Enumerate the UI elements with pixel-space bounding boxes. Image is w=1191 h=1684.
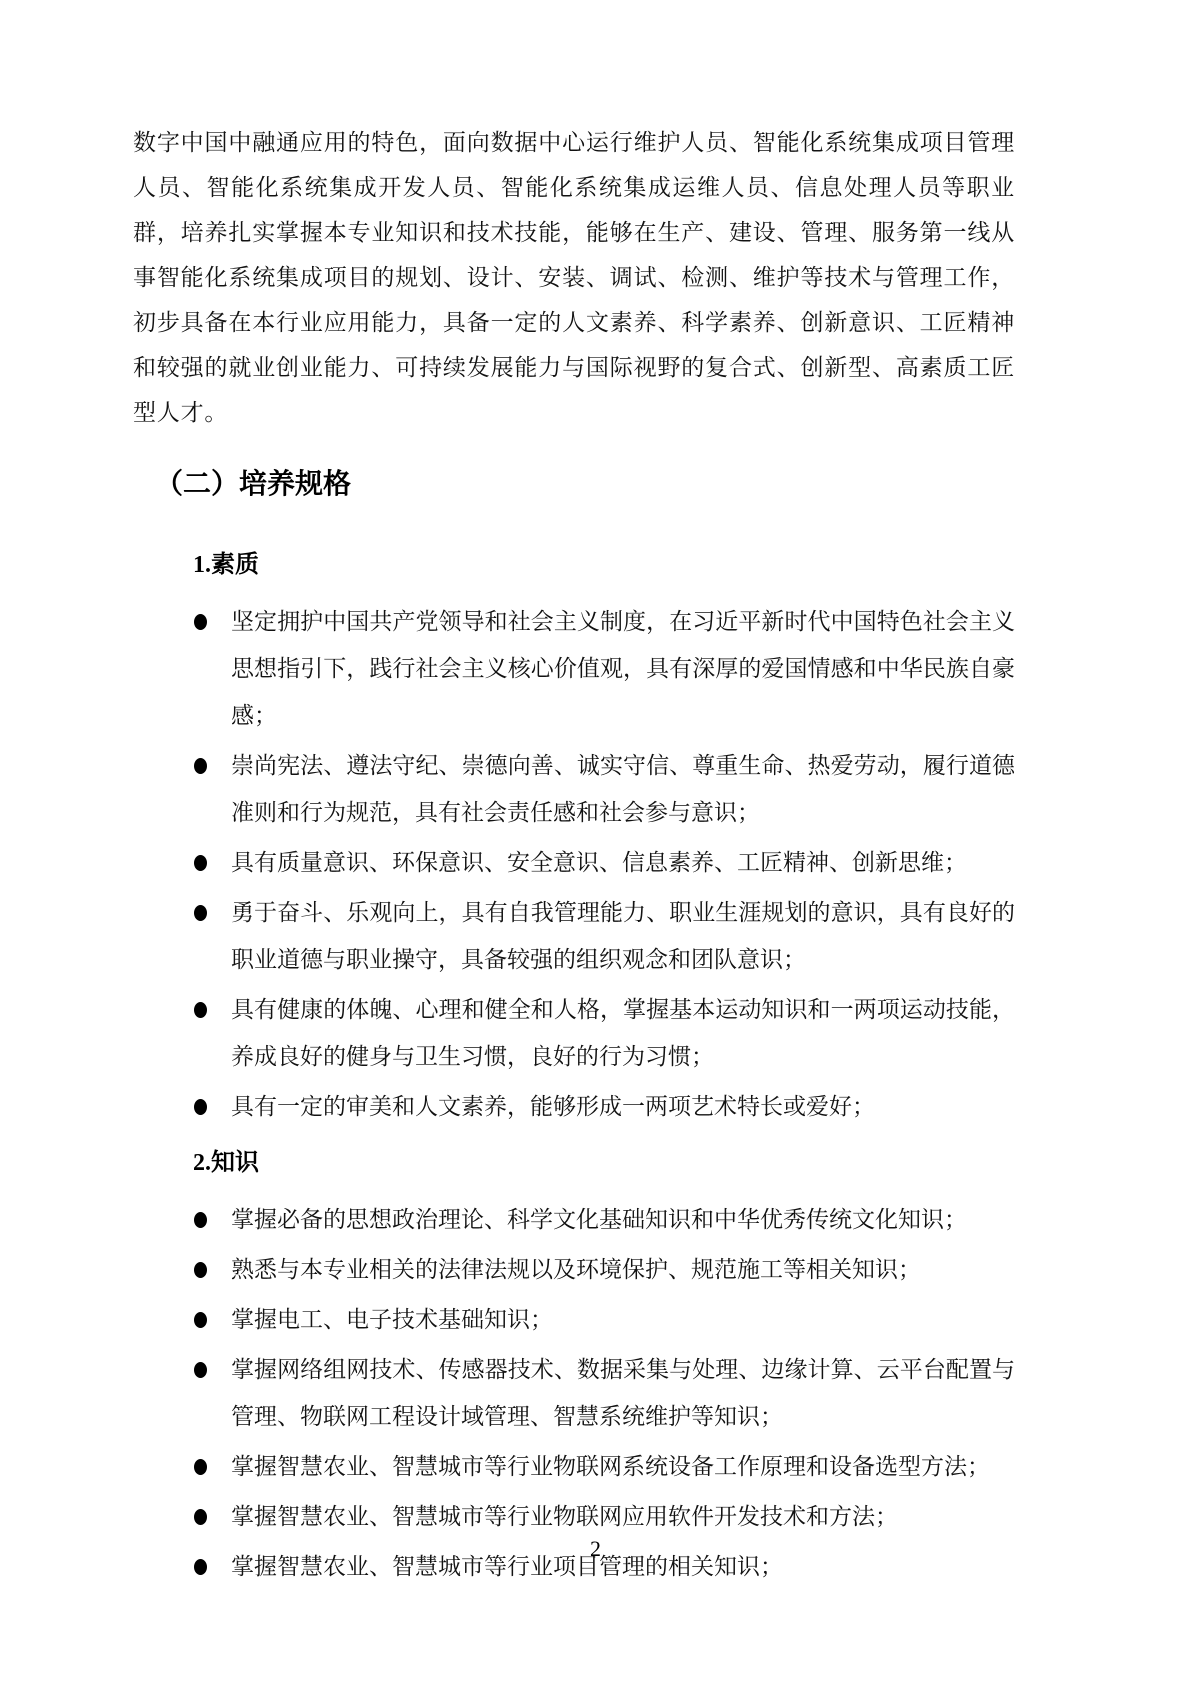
list-item-text: 掌握智慧农业、智慧城市等行业物联网应用软件开发技术和方法； bbox=[231, 1504, 898, 1529]
lead-paragraph: 数字中国中融通应用的特色，面向数据中心运行维护人员、智能化系统集成项目管理人员、智能化系统集成开发人员、智能化系统集成运维人员、信息处理人员等职业群，培养扎实掌握本专业知识和技术技能，能够在生产、建设、管理、服务第一线从事智能化系统集成项目的规划、设计、安装、调试、检测、维护等技术与管理工作，初步具备在本行业应用能力，具备一定的人文素养、科学素养、创新意识、工匠精神和较强的就业创业能力、可持续发展能力与国际视野的复合式、创新型、高素质工匠型人才。 bbox=[133, 130, 1015, 425]
list-item bbox=[133, 1196, 1015, 1243]
bullet-icon bbox=[194, 855, 207, 871]
list-item-text: 具有一定的审美和人文素养，能够形成一两项艺术特长或爱好； bbox=[231, 1094, 875, 1119]
list-item-text: 掌握电工、电子技术基础知识； bbox=[231, 1307, 553, 1332]
list-item-text: 具有质量意识、环保意识、安全意识、信息素养、工匠精神、创新思维； bbox=[231, 850, 967, 875]
list-item bbox=[133, 1346, 1015, 1440]
bullet-icon bbox=[194, 1262, 207, 1278]
bullet-icon bbox=[194, 1459, 207, 1475]
list-item-text: 具有健康的体魄、心理和健全和人格，掌握基本运动知识和一两项运动技能，养成良好的健身与卫生习惯，良好的行为习惯； bbox=[231, 997, 1015, 1069]
quality-bullet-list bbox=[133, 598, 1015, 1130]
list-item bbox=[133, 598, 1015, 739]
section-heading: （二）培养规格 bbox=[155, 469, 352, 500]
subsection-heading-quality: 1.素质 bbox=[193, 552, 259, 578]
bullet-icon bbox=[194, 614, 207, 630]
list-item-text: 熟悉与本专业相关的法律法规以及环境保护、规范施工等相关知识； bbox=[231, 1257, 921, 1282]
bullet-icon bbox=[194, 905, 207, 921]
list-item-text: 掌握网络组网技术、传感器技术、数据采集与处理、边缘计算、云平台配置与管理、物联网工程设计域管理、智慧系统维护等知识； bbox=[231, 1357, 1015, 1429]
bullet-icon bbox=[194, 1312, 207, 1328]
bullet-icon bbox=[194, 1362, 207, 1378]
list-item bbox=[133, 1443, 1015, 1490]
knowledge-bullet-list bbox=[133, 1196, 1015, 1590]
list-item bbox=[133, 1083, 1015, 1130]
list-item bbox=[133, 889, 1015, 983]
list-item-text: 坚定拥护中国共产党领导和社会主义制度，在习近平新时代中国特色社会主义思想指引下，践行社会主义核心价值观，具有深厚的爱国情感和中华民族自豪感； bbox=[231, 609, 1015, 728]
list-item bbox=[133, 1296, 1015, 1343]
bullet-icon bbox=[194, 1509, 207, 1525]
list-item bbox=[133, 1246, 1015, 1293]
list-item-text: 掌握必备的思想政治理论、科学文化基础知识和中华优秀传统文化知识； bbox=[231, 1207, 967, 1232]
page-number: 2 bbox=[590, 1536, 601, 1561]
bullet-icon bbox=[194, 1002, 207, 1018]
list-item bbox=[133, 839, 1015, 886]
bullet-icon bbox=[194, 1099, 207, 1115]
list-item-text: 崇尚宪法、遵法守纪、崇德向善、诚实守信、尊重生命、热爱劳动，履行道德准则和行为规范，具有社会责任感和社会参与意识； bbox=[231, 753, 1015, 825]
list-item bbox=[133, 1493, 1015, 1540]
list-item-text: 掌握智慧农业、智慧城市等行业物联网系统设备工作原理和设备选型方法； bbox=[231, 1454, 990, 1479]
bullet-icon bbox=[194, 1212, 207, 1228]
list-item bbox=[133, 986, 1015, 1080]
document-content bbox=[133, 120, 1015, 1593]
list-item bbox=[133, 742, 1015, 836]
subsection-heading-knowledge: 2.知识 bbox=[193, 1150, 259, 1176]
list-item-text: 勇于奋斗、乐观向上，具有自我管理能力、职业生涯规划的意识，具有良好的职业道德与职业操守，具备较强的组织观念和团队意识； bbox=[231, 900, 1015, 972]
bullet-icon bbox=[194, 758, 207, 774]
list-item-text: 掌握智慧农业、智慧城市等行业项目管理的相关知识； bbox=[231, 1554, 783, 1579]
